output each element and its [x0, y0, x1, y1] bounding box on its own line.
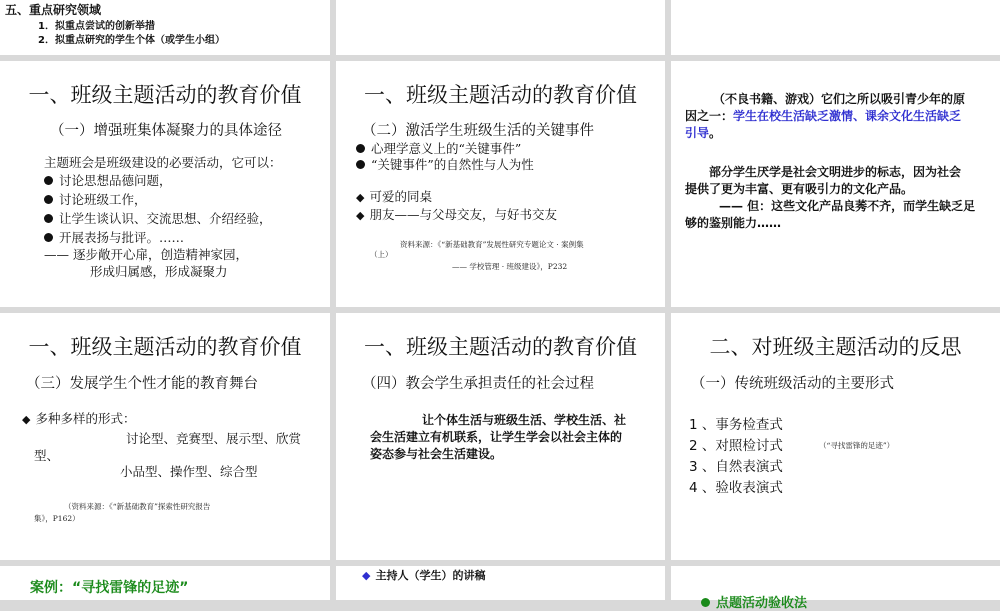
source-note: （资料来源：《“新基础教育”探索性研究报告 [64, 502, 211, 511]
slide-7[interactable] [0, 313, 330, 560]
list-item: 讨论思想品德问题， [44, 171, 172, 189]
slide-8[interactable] [336, 313, 665, 560]
list-item: 心理学意义上的“关键事件” [356, 139, 521, 157]
bullet-icon [44, 195, 53, 204]
slide-9[interactable] [671, 313, 1000, 560]
list-item: 1 、事务检查式 [689, 417, 783, 433]
forms-text: 讨论型、竞赛型、展示型、欣赏 [126, 431, 302, 446]
bullet-icon [44, 176, 53, 185]
forms-text: 小品型、操作型、综合型 [120, 464, 258, 479]
slide-2[interactable] [336, 0, 665, 55]
bullet-icon [701, 598, 710, 607]
bullet-icon [356, 144, 365, 153]
slide-4[interactable] [0, 61, 330, 307]
slide-subtitle: （一）传统班级活动的主要形式 [691, 376, 894, 392]
list-item: 3 、自然表演式 [689, 459, 783, 475]
list-item: 开展表扬与批评。…… [44, 228, 184, 246]
diamond-bullet-icon: ◆ [356, 191, 365, 204]
list-item: 2 、对照检讨式 [689, 438, 783, 454]
bullet-icon [44, 214, 53, 223]
list-item: ◆ 多种多样的形式： [22, 411, 136, 426]
slide-title: 一、班级主题活动的教育价值 [28, 335, 302, 359]
list-item: 1．拟重点尝试的创新举措 [38, 21, 155, 32]
list-item: 讨论班级工作， [44, 190, 147, 208]
slide-10[interactable] [0, 566, 330, 600]
slide-title: 一、班级主题活动的教育价值 [364, 83, 637, 107]
slide-6[interactable] [671, 61, 1000, 307]
source-note: 集》，P162） [34, 514, 80, 523]
intro-text: 主题班会是班级建设的必要活动，它可以： [44, 155, 282, 170]
slide-subtitle: （一）增强班集体凝聚力的具体途径 [50, 123, 282, 139]
slide-subtitle: （二）激活学生班级生活的关键事件 [362, 123, 594, 139]
list-item: ◆ 可爱的同桌 [356, 189, 432, 204]
slide-title: 一、班级主题活动的教育价值 [28, 83, 302, 107]
paragraph: 让个体生活与班级生活、学校生活、社 会生活建立有机联系，让学生学会以社会主体的 姿态参与社会生活建设。 [370, 413, 627, 461]
host-heading: ◆ 主持人（学生）的讲稿 [362, 569, 486, 582]
diamond-bullet-icon: ◆ [356, 209, 365, 222]
source-note: （上） [370, 250, 393, 259]
section-heading: 五、重点研究领域 [5, 3, 102, 17]
list-item: 4 、验收表演式 [689, 480, 783, 496]
dash-text: —— 逐步敞开心扉，创造精神家园， [44, 247, 248, 262]
note-text: （“寻找雷锋的足迹”） [819, 441, 895, 450]
slide-title: 一、班级主题活动的教育价值 [364, 335, 637, 359]
paragraph: 部分学生厌学是社会文明进步的标志，因为社会 提供了更为丰富、更有吸引力的文化产品。 —— 但：这些文化产品良莠不齐，而学生缺乏足 够的鉴别能力…… [685, 165, 976, 230]
list-item: ◆ 朋友——与父母交友，与好书交友 [356, 207, 557, 222]
slide-3[interactable] [671, 0, 1000, 55]
source-note: 资料来源：《“新基础教育”发展性研究专题论文 · 案例集 [400, 240, 584, 249]
case-heading: 案例：“寻找雷锋的足迹” [30, 580, 189, 596]
slide-title: 二、对班级主题活动的反思 [709, 335, 962, 359]
paragraph: （不良书籍、游戏）它们之所以吸引青少年的原 因之一：学生在校生活缺乏激情、课余文化生活缺乏 引导。 [685, 92, 966, 140]
slide-5[interactable] [336, 61, 665, 307]
bullet-icon [44, 233, 53, 242]
diamond-bullet-icon: ◆ [22, 413, 31, 426]
list-item: 让学生谈认识、交流思想、介绍经验， [44, 209, 272, 227]
list-item: “关键事件”的自然性与人为性 [356, 155, 534, 173]
slide-12[interactable] [671, 566, 1000, 611]
bullet-icon [356, 160, 365, 169]
diamond-bullet-icon: ◆ [362, 569, 371, 582]
slide-subtitle: （三）发展学生个性才能的教育舞台 [26, 376, 258, 392]
dash-text: 形成归属感，形成凝聚力 [90, 264, 228, 279]
list-item: 2．拟重点研究的学生个体（或学生小组） [38, 35, 225, 46]
slide-1[interactable] [0, 0, 330, 55]
slide-11[interactable] [336, 566, 665, 600]
forms-text: 型、 [34, 448, 60, 463]
method-heading: 点题活动验收法 [701, 592, 807, 611]
source-note: —— 学校管理 · 班级建设》，P232 [452, 262, 568, 271]
slide-subtitle: （四）教会学生承担责任的社会过程 [362, 376, 594, 392]
